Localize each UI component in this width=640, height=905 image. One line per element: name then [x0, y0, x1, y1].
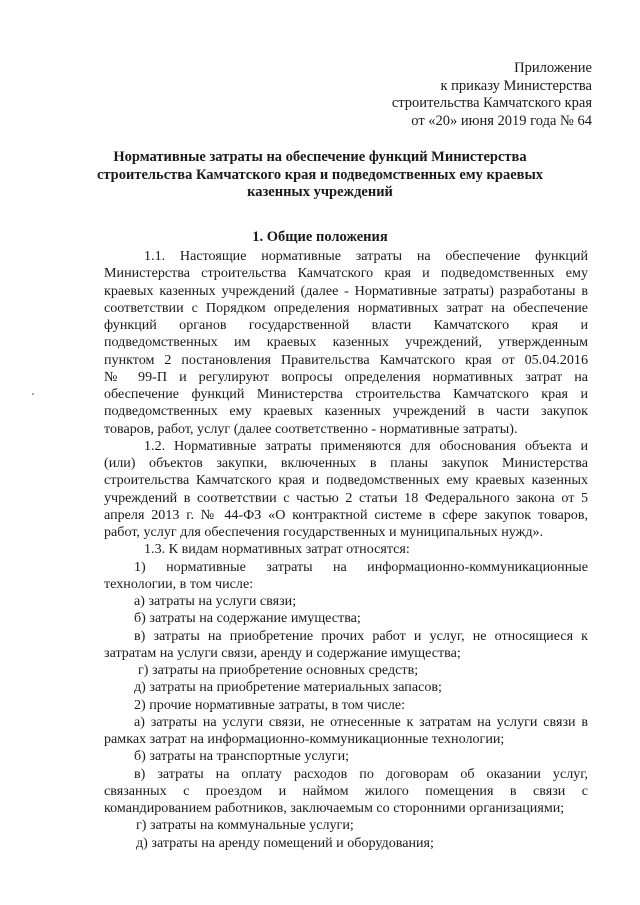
body-line: 1.1. Настоящие нормативные затраты на обеспечение функций: [144, 248, 588, 264]
body-line: затратам на услуги связи, аренду и содержание имущества;: [104, 644, 461, 661]
body-line: подведомственных им краевых казенных учреждений, утвержденным: [104, 334, 588, 351]
title-line: строительства Камчатского края и подведомственных ему краевых: [96, 166, 544, 183]
body-line: 1.3. К видам нормативных затрат относятся:: [144, 541, 410, 558]
scan-speck: [32, 393, 34, 395]
body-line: пунктом 2 постановления Правительства Камчатского края от 05.04.2016: [104, 351, 588, 368]
body-line: рамках затрат на информационно-коммуникационные технологии;: [104, 731, 505, 747]
body-line: командированием работников, заключаемым со сторонними организациями;: [104, 800, 565, 816]
body-line: 1.2. Нормативные затраты применяются для обоснования объекта и: [144, 437, 588, 454]
body-line: краевых казенных учреждений (далее - Нормативные затраты) разработаны в: [104, 282, 588, 299]
body-line: г) затраты на приобретение основных средств;: [138, 662, 419, 678]
body-line: товаров, работ, услуг (далее соответственно - нормативные затраты).: [104, 420, 518, 437]
section-heading: 1. Общие положения: [252, 229, 388, 245]
header-line: строительства Камчатского края: [391, 95, 592, 111]
body-line: г) затраты на коммунальные услуги;: [136, 817, 354, 834]
body-line: д) затраты на аренду помещений и оборудования;: [136, 834, 434, 851]
body-line: а) затраты на услуги связи;: [134, 593, 297, 609]
body-line: связанных с проездом и наймом жилого помещения в связи с: [104, 782, 588, 799]
body-line: учреждений в соответствии с частью 2 статьи 18 Федерального закона от 5: [104, 489, 588, 506]
body-line: 1) нормативные затраты на информационно-коммуникационные: [134, 558, 588, 575]
appendix-header: [392, 60, 592, 130]
header-line: Приложение: [514, 60, 592, 76]
body-line: а) затраты на услуги связи, не отнесенные к затратам на услуги связи в: [134, 713, 588, 730]
header-line: от «20» июня 2019 года № 64: [411, 112, 592, 129]
header-line: к приказу Министерства: [440, 77, 592, 94]
title-line: Нормативные затраты на обеспечение функций Министерства: [113, 149, 527, 165]
body-line: в) затраты на оплату расходов по договорам об оказании услуг,: [134, 765, 588, 782]
body-line: б) затраты на транспортные услуги;: [134, 748, 350, 765]
body-line: 2) прочие нормативные затраты, в том числе:: [134, 696, 406, 713]
body-line: б) затраты на содержание имущества;: [134, 610, 361, 627]
document-body: [104, 248, 588, 852]
body-line: функций органов государственной власти Камчатского края и: [104, 317, 588, 333]
body-line: соответствии с Порядком определения нормативных затрат на обеспечение: [104, 299, 588, 316]
title-line: казенных учреждений: [247, 184, 393, 200]
body-line: № 99-П и регулируют вопросы определения нормативных затрат на: [104, 368, 588, 385]
body-line: работ, услуг для обеспечения государственных и муниципальных нужд».: [104, 524, 544, 540]
body-line: (или) объектов закупки, включенных в планы закупок Министерства: [104, 455, 588, 471]
body-line: подведомственных ему краевых казенных учреждений в части закупок: [104, 403, 588, 420]
body-line: апреля 2013 г. № 44-ФЗ «О контрактной системе в сфере закупок товаров,: [104, 506, 588, 523]
body-line: обеспечение функций Министерства строительства Камчатского края и: [104, 386, 588, 402]
body-line: строительства Камчатского края и подведомственных ему краевых казенных: [104, 472, 588, 489]
body-line: в) затраты на приобретение прочих работ и услуг, не относящиеся к: [134, 627, 588, 644]
body-line: д) затраты на приобретение материальных запасов;: [134, 679, 442, 696]
document-title: [0, 149, 640, 202]
body-line: технологии, в том числе:: [104, 575, 254, 592]
body-line: Министерства строительства Камчатского края и подведомственных ему: [104, 265, 588, 282]
